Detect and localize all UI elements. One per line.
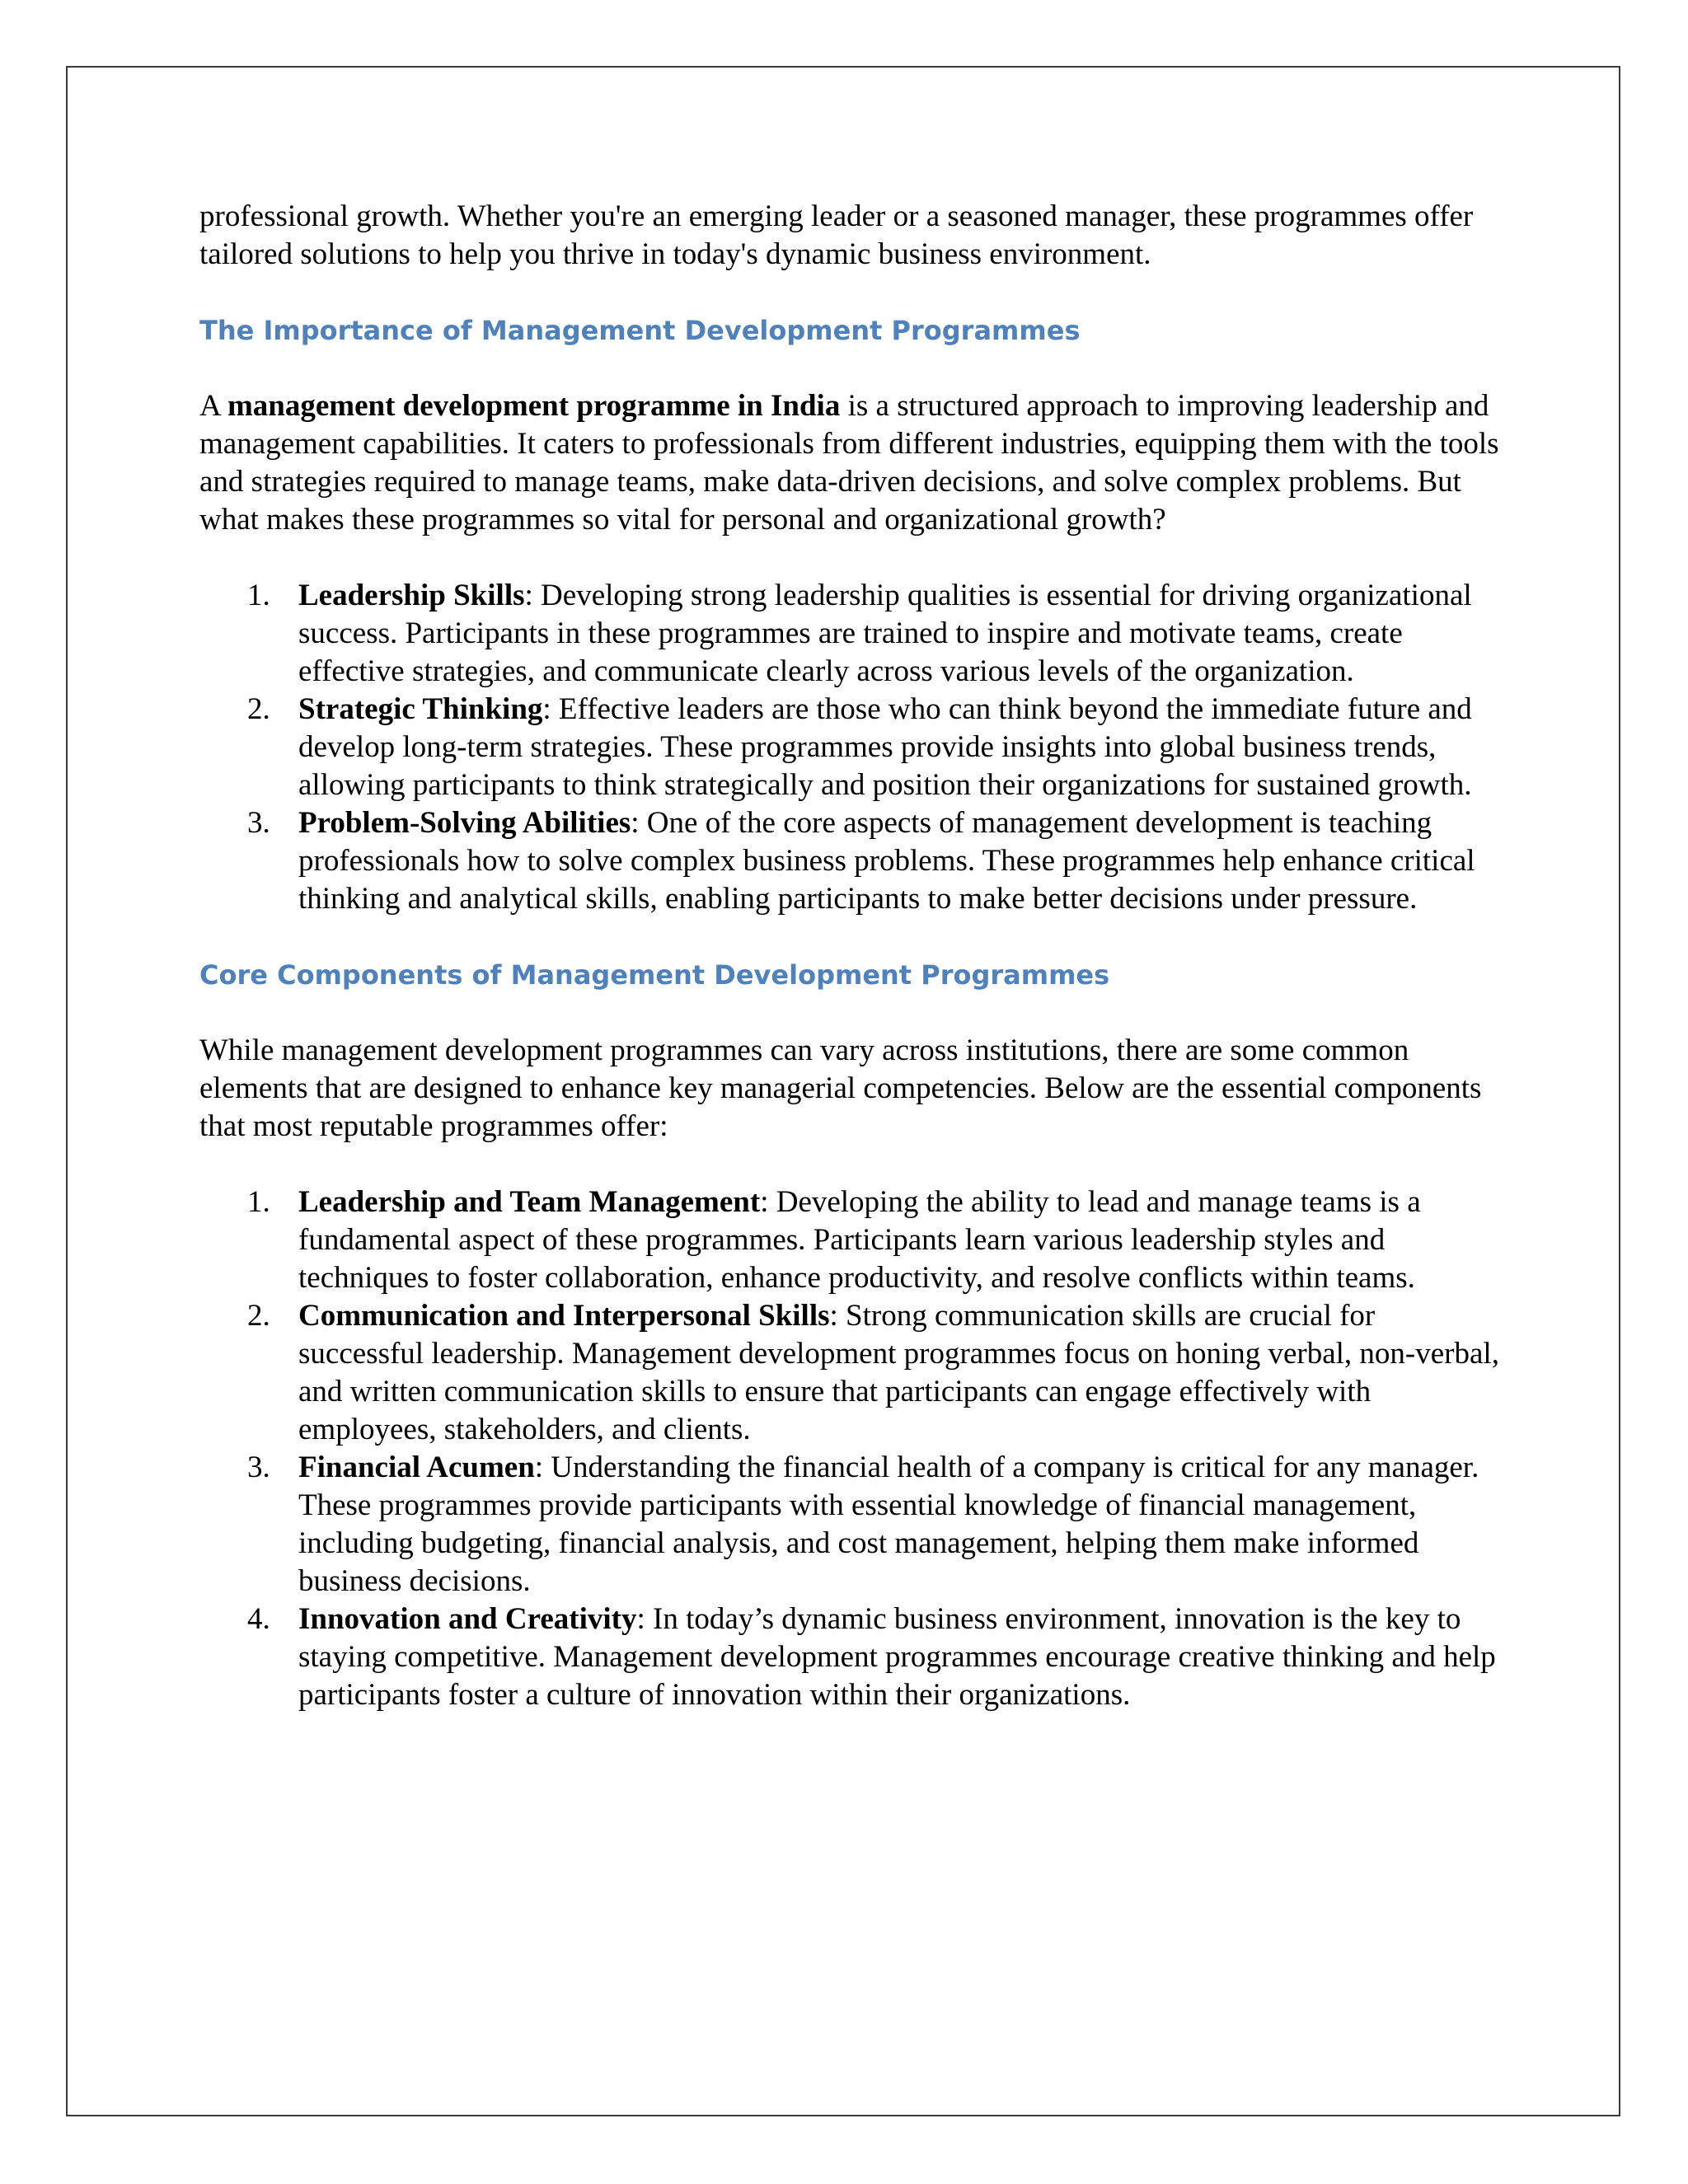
list-item [199,1449,1502,1601]
list-item-text: : Understanding the financial health of a company is critical for any manager. These programmes provide participants with essential knowledge of financial management, including budgeting, financial analysis, and cost management, helping them make informed business decisions. [298,1451,1479,1598]
list-number: 4. [247,1602,270,1636]
list-item-text: : In today’s dynamic business environment, innovation is the key to staying competitive. Management development programmes encourage creative thinking and help participants foster a culture of innovation within their organizations. [298,1602,1496,1712]
list-item-title: Leadership and Team Management [298,1185,761,1219]
list-item-text: : Developing strong leadership qualities is essential for driving organizational success. Participants in these programmes are trained to inspire and motivate teams, create effective strategies, and communicate clearly across various levels of the organization. [298,579,1472,688]
importance-list [199,577,1502,918]
section-heading-core-components: Core Components of Management Development Programmes [199,959,1110,991]
para-bold-phrase: management development programme in India [227,389,841,423]
document-body [199,198,1502,1714]
list-item [199,577,1502,691]
para-prefix: A [199,389,227,423]
list-number: 3. [247,1451,270,1484]
list-item-title: Innovation and Creativity [298,1602,637,1636]
list-item [199,1601,1502,1714]
list-item-text: : Effective leaders are those who can think beyond the immediate future and develop long-term strategies. These programmes provide insights into global business trends, allowing participants to think strategically and position their organizations for sustained growth. [298,692,1472,802]
core-components-paragraph: While management development programmes can vary across institutions, there are some common elements that are designed to enhance key managerial competencies. Below are the essential components that most reputable programmes offer: [199,1033,1482,1143]
list-item-title: Leadership Skills [298,579,525,612]
list-number: 1. [247,1185,270,1219]
para-suffix: is a structured approach to improving leadership and management capabilities. It caters to professionals from different industries, equipping them with the tools and strategies required to manage teams, make data-driven decisions, and solve complex problems. But what makes these programmes so vital for personal and organizational growth? [199,389,1499,537]
list-item-title: Problem-Solving Abilities [298,806,631,840]
list-item-title: Strategic Thinking [298,692,543,726]
list-item [199,804,1502,918]
list-number: 2. [247,1299,270,1333]
list-item-text: : One of the core aspects of management development is teaching professionals how to solve complex business problems. These programmes help enhance critical thinking and analytical skills, enabling participants to make better decisions under pressure. [298,806,1475,916]
list-item-title: Communication and Interpersonal Skills [298,1299,830,1333]
list-number: 2. [247,692,270,726]
list-number: 3. [247,806,270,840]
section-heading-importance: The Importance of Management Development Programmes [199,315,1081,346]
list-item-text: : Developing the ability to lead and manage teams is a fundamental aspect of these programmes. Participants learn various leadership styles and techniques to foster collaboration, enhance productivity, and resolve conflicts within teams. [298,1185,1421,1295]
list-number: 1. [247,579,270,612]
list-item [199,691,1502,804]
core-components-list [199,1183,1502,1714]
intro-paragraph: professional growth. Whether you're an emerging leader or a seasoned manager, these programmes offer tailored solutions to help you thrive in today's dynamic business environment. [199,199,1474,271]
list-item-text: : Strong communication skills are crucial for successful leadership. Management development programmes focus on honing verbal, non-verbal, and written communication skills to ensure that participants can engage effectively with employees, stakeholders, and clients. [298,1299,1499,1446]
list-item [199,1183,1502,1297]
list-item [199,1297,1502,1449]
list-item-title: Financial Acumen [298,1451,535,1484]
importance-paragraph [199,387,1502,539]
